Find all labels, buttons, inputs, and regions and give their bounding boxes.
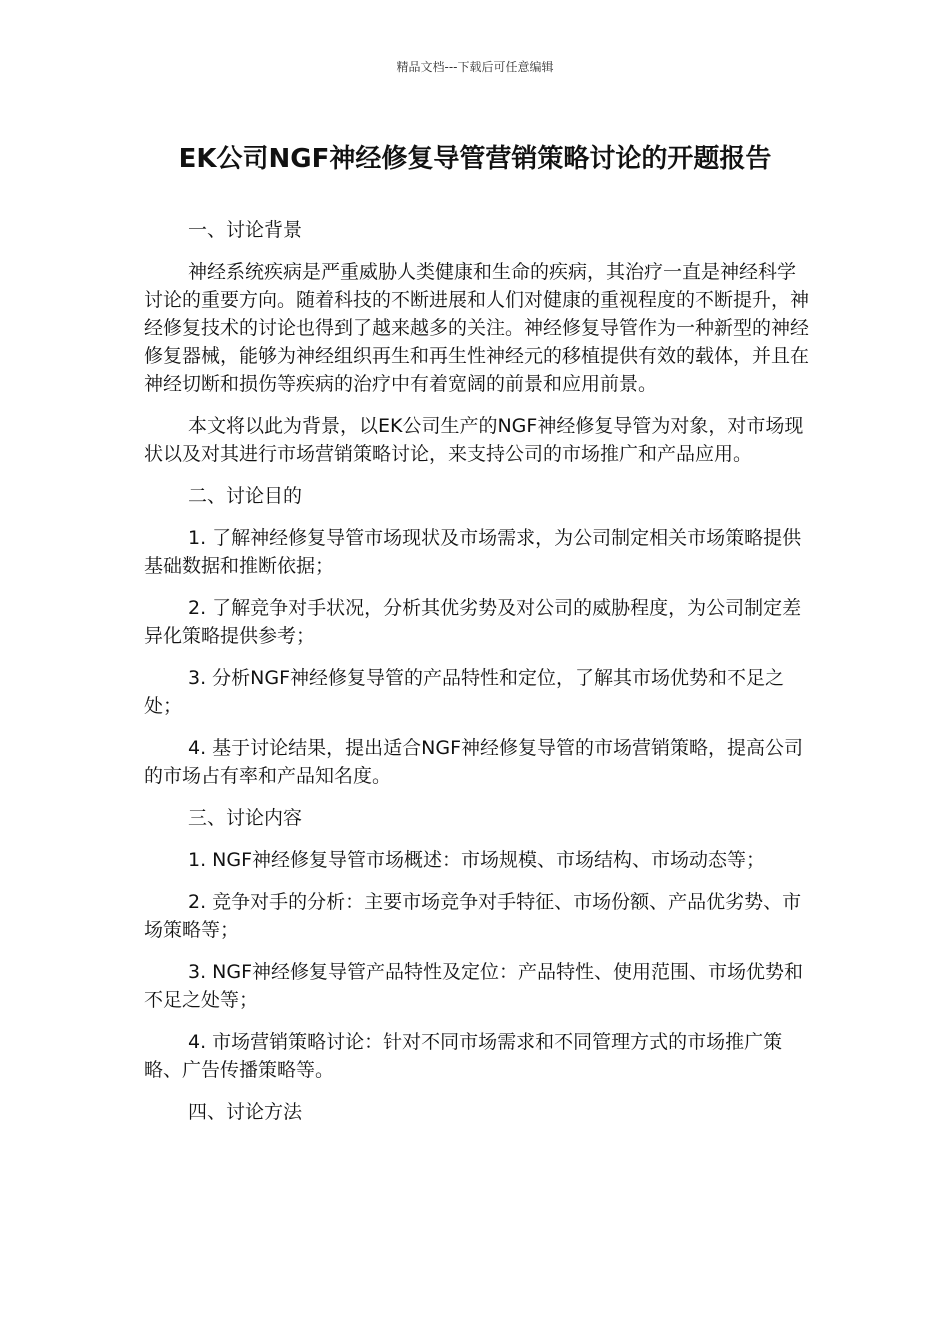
paragraph: 本文将以此为背景，以EK公司生产的NGF神经修复导管为对象，对市场现状以及对其进行市场营销策略讨论，来支持公司的市场推广和产品应用。: [144, 415, 804, 465]
section-heading-method: 四、讨论方法: [188, 1101, 303, 1123]
list-item: 1. NGF神经修复导管市场概述：市场规模、市场结构、市场动态等；: [188, 849, 766, 871]
section-heading-content: 三、讨论内容: [188, 807, 303, 829]
paragraph: 神经系统疾病是严重威胁人类健康和生命的疾病，其治疗一直是神经科学讨论的重要方向。随着科技的不断进展和人们对健康的重视程度的不断提升，神经修复技术的讨论也得到了越来越多的关注。神经修复导管作为一种新型的神经修复器械，能够为神经组织再生和再生性神经元的移植提供有效的载体，并且在神经切断和损伤等疾病的治疗中有着宽阔的前景和应用前景。: [144, 261, 810, 395]
list-item: 1. 了解神经修复导管市场现状及市场需求，为公司制定相关市场策略提供基础数据和推断依据；: [144, 527, 802, 577]
document-title: EK公司NGF神经修复导管营销策略讨论的开题报告: [178, 144, 772, 174]
list-item: 3. NGF神经修复导管产品特性及定位：产品特性、使用范围、市场优势和不足之处等；: [144, 961, 804, 1011]
list-item: 2. 了解竞争对手状况，分析其优劣势及对公司的威胁程度，为公司制定差异化策略提供参考；: [144, 597, 802, 647]
list-item: 2. 竞争对手的分析：主要市场竞争对手特征、市场份额、产品优劣势、市场策略等；: [144, 891, 802, 941]
list-item: 4. 基于讨论结果，提出适合NGF神经修复导管的市场营销策略，提高公司的市场占有率和产品知名度。: [144, 737, 804, 787]
list-item: 3. 分析NGF神经修复导管的产品特性和定位，了解其市场优势和不足之处；: [144, 667, 785, 717]
section-heading-purpose: 二、讨论目的: [188, 485, 303, 507]
document-body: [144, 216, 812, 1140]
section-heading-background: 一、讨论背景: [188, 219, 303, 241]
list-item: 4. 市场营销策略讨论：针对不同市场需求和不同管理方式的市场推广策略、广告传播策略等。: [144, 1031, 783, 1081]
header-note: 精品文档---下载后可任意编辑: [396, 60, 554, 74]
